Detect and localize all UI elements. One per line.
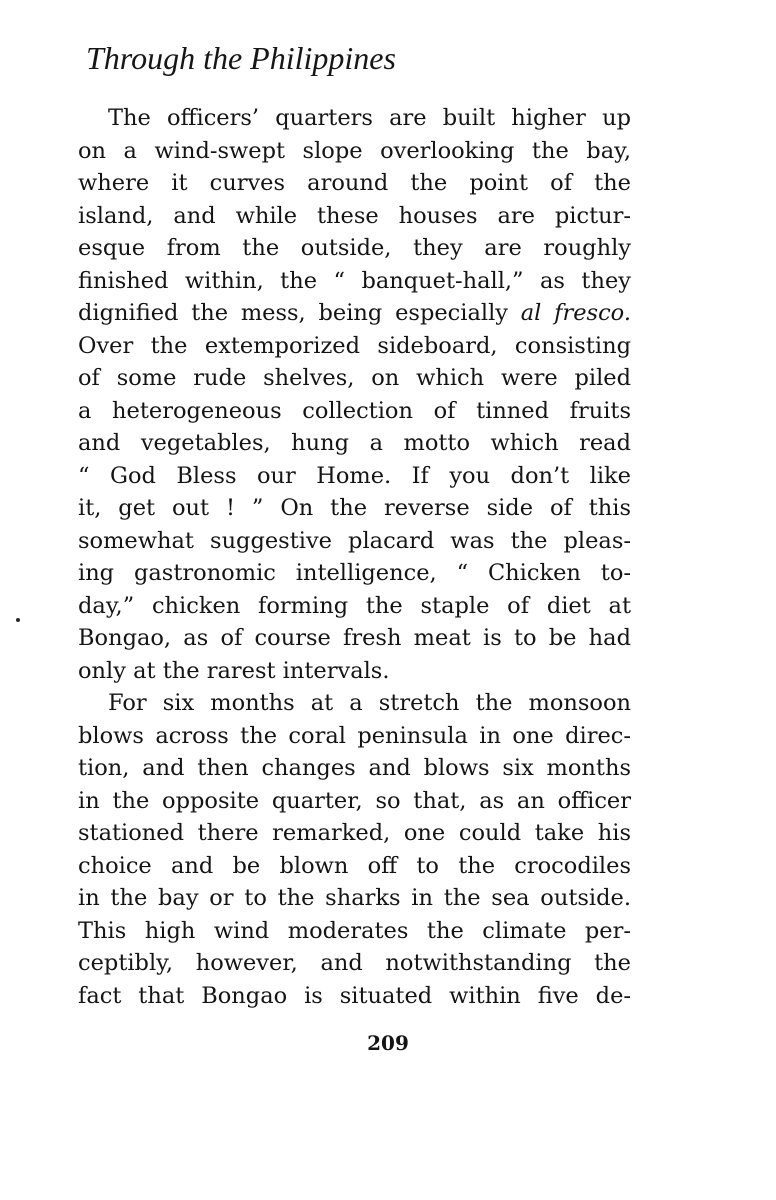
text-line: ing gastronomic intelligence, “ Chicken to- [78, 560, 631, 586]
text-line: For six months at a stretch the monsoon [108, 690, 631, 716]
text-line: in the opposite quarter, so that, as an officer [78, 787, 631, 814]
text-line: finished within, the “ banquet-hall,” as they [78, 267, 631, 294]
page-number: 209 [367, 1031, 409, 1055]
text-line: ceptibly, however, and notwithstanding the [78, 950, 631, 976]
text-line: Over the extemporized sideboard, consisting [78, 332, 631, 359]
text-line: blows across the coral peninsula in one direc- [78, 722, 631, 749]
text-line: and vegetables, hung a motto which read [78, 430, 631, 456]
text-line: island, and while these houses are pictur- [78, 202, 631, 229]
text-line: The officers’ quarters are built higher up [108, 105, 631, 131]
italic-phrase: al fresco. [520, 300, 631, 326]
text-line: This high wind moderates the climate per- [78, 917, 631, 944]
body-text [78, 102, 631, 1012]
running-head: Through the Philippines [86, 40, 396, 76]
text-line: in the bay or to the sharks in the sea outside. [78, 885, 631, 911]
text-line: esque from the outside, they are roughly [78, 235, 631, 261]
text-line: a heterogeneous collection of tinned fruits [78, 397, 631, 424]
text-line: “ God Bless our Home. If you don’t like [78, 462, 631, 489]
text-line: tion, and then changes and blows six months [78, 755, 631, 781]
text-line: fact that Bongao is situated within five de- [78, 982, 631, 1009]
text-line: Bongao, as of course fresh meat is to be had [78, 625, 631, 651]
text-line-segment: dignified the mess, being especially [78, 300, 521, 326]
text-line [78, 297, 631, 330]
text-line: of some rude shelves, on which were piled [78, 365, 631, 391]
text-line: choice and be blown off to the crocodiles [78, 852, 631, 879]
text-line: it, get out ! ” On the reverse side of this [78, 495, 631, 521]
text-line: where it curves around the point of the [78, 170, 631, 196]
print-speck [16, 618, 20, 622]
text-line: only at the rarest intervals. [78, 657, 390, 684]
text-line: day,” chicken forming the staple of diet at [78, 592, 631, 619]
text-line: somewhat suggestive placard was the pleas- [78, 527, 631, 554]
text-line: stationed there remarked, one could take his [78, 820, 631, 846]
text-line: on a wind-swept slope overlooking the bay, [78, 137, 631, 164]
